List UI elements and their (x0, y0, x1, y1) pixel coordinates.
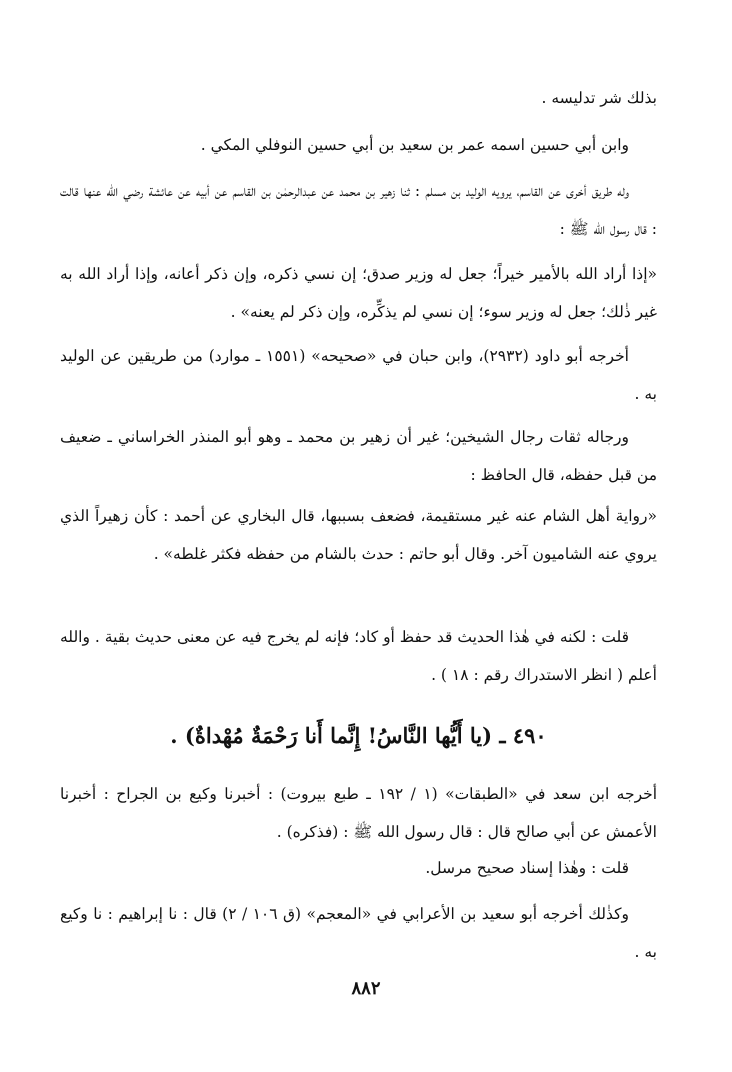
hadith-quote-wazir: «إذا أراد الله بالأمير خيراً؛ جعل له وزير صدق؛ إن نسي ذكره، وإن ذكر أعانه، وإذا أراد الله به غير ذٰلك؛ جعل له وزير سوء؛ إن نسي لم يذكِّره، وإن ذكر لم يعنه» . (60, 265, 657, 321)
paragraph-ibn-abi-husain: وابن أبي حسين اسمه عمر بن سعيد بن أبي حسين النوفلي المكي . (200, 136, 629, 154)
paragraph-takhrij-abu-dawud: أخرجه أبو داود (٢٩٣٢)، وابن حبان في «صحيحه» (١٥٥١ ـ موارد) من طريقين عن الوليد به . (60, 347, 657, 403)
paragraph-ibn-saad: أخرجه ابن سعد في «الطبقات» (١ / ١٩٢ ـ طبع بيروت) : أخبرنا وكيع بن الجراح : أخبرنا الأعمش عن أبي صالح قال : قال رسول الله ﷺ : (فذكره) . (60, 785, 658, 841)
quote-hafiz: «رواية أهل الشام عنه غير مستقيمة، فضعف بسببها، قال البخاري عن أحمد : كأن زهيراً الذي يروي عنه الشاميون آخر. وقال أبو حاتم : حدث بالشام من حفظه فكثر غلطه» . (60, 507, 657, 563)
paragraph-narrators: ورجاله ثقات رجال الشيخين؛ غير أن زهير بن محمد ـ وهو أبو المنذر الخراساني ـ ضعيف من قبل حفظه، قال الحافظ : (60, 428, 657, 484)
page-number: ٨٨٢ (351, 978, 381, 999)
paragraph-continuation: بذلك شر تدليسه . (541, 89, 657, 107)
paragraph-ibn-al-arabi: وكذٰلك أخرجه أبو سعيد بن الأعرابي في «المعجم» (ق ١٠٦ / ٢) قال : نا إبراهيم : نا وكيع به . (60, 905, 657, 961)
hadith-heading-490: ٤٩٠ ـ (يا أَيُّها النَّاسُ! إِنَّما أَنا رَحْمَةٌ مُهْداةٌ) . (170, 723, 547, 748)
paragraph-sahih-mursal: قلت : وهٰذا إسناد صحيح مرسل. (425, 859, 629, 877)
paragraph-author-note: قلت : لكنه في هٰذا الحديث قد حفظ أو كاد؛ فإنه لم يخرج فيه عن معنى حديث بقية . والله أعلم ( انظر الاستدراك رقم : ١٨ ) . (60, 628, 657, 684)
paragraph-another-route: وله طريق أخرى عن القاسم، يرويه الوليد بن مسلم : ثنا زهير بن محمد عن عبدالرحمٰن بن القاسم عن أبيه عن عائشة رضي الله عنها قالت : قال رسول الله ﷺ : (60, 182, 657, 238)
